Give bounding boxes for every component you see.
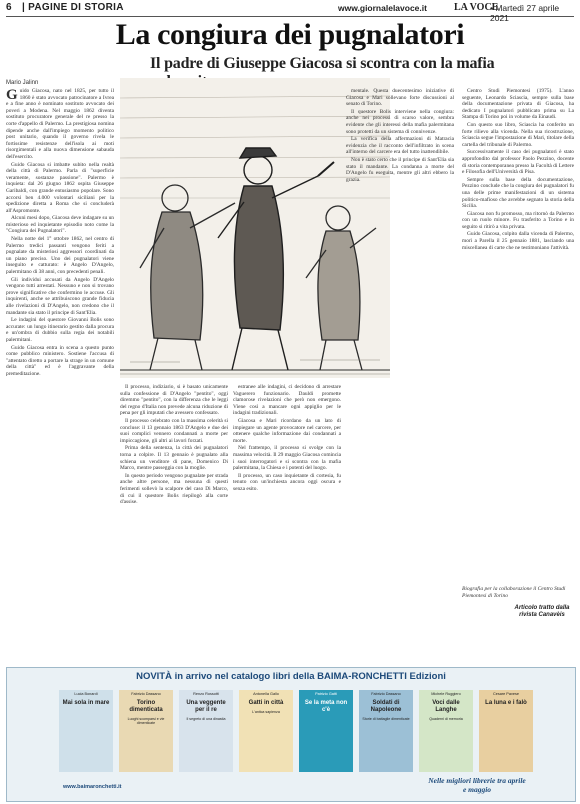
book-title: Gatti in città xyxy=(248,700,284,706)
ad-banner xyxy=(7,668,575,686)
paragraph: Gli individui accusati da Angelo D'Angelo vengono tutti arrestati. Nessuno e non si trovano prove significative che confermino le accuse. Gli inquirenti, anche se attribuiscono grande fiducia alle rivelazioni di D'Angelo, non credono che il mandante sia stato il principe di Sant'Elia. xyxy=(6,276,114,316)
article-column-3 xyxy=(233,384,341,662)
paragraph: Sempre sulla base della documentazione, Pezzino conclude che la congiura dei pugnalatori fu una delle prime manifestazioni di un sistema politico-mafioso che avrebbe segnato la storia della Sicilia. xyxy=(462,176,574,210)
paragraph: La verifica della affermazioni di Matracia evidenzia che il racconto dell'infiltrato in scena all'interno del carcere era del tutto inattendibile. xyxy=(346,136,454,156)
ad-banner-prefix: NOVITÀ in arrivo nel catalogo libri della xyxy=(136,671,315,682)
book-subtitle: Luoghi scomparsi e vie dimenticate xyxy=(127,717,165,726)
book-cover[interactable] xyxy=(359,690,413,772)
paragraph: Prima della sentenza, la città dei pugnalatori torna a colpire. Il 13 gennaio è pugnalato alla schiena un venditore di pane, Domenico Di Marco, mentre passeggia con la moglie. xyxy=(120,445,228,472)
paragraph: Successivamente il caso dei pugnalatori è stato approfondito dal professor Paolo Pezzino, docente di storia contemporanea presso la Facoltà di Lettere e Filosofia dell'Università di Pisa. xyxy=(462,149,574,176)
publisher-url[interactable]: www.baimaronchetti.it xyxy=(63,784,122,790)
paragraph: Giacosa non fu promosso, ma ritornò da Palermo con un ruolo minore. Fu trasferito a Torino e in seguito si ritirò a vita privata. xyxy=(462,210,574,230)
book-author: Patrizio Gatti xyxy=(315,692,337,696)
book-cover[interactable] xyxy=(239,690,293,772)
book-author: Lucia Bonardi xyxy=(74,692,98,696)
book-author: Renzo Rossotti xyxy=(193,692,219,696)
book-title: Torino dimenticata xyxy=(129,700,163,713)
book-author: Antonella Gallo xyxy=(253,692,279,696)
paragraph: Guido Giacosa, nato nel 1825, per tutto il 1860 è stato avvocato patrocinatore a Ivrea e a fine anno è nominato sostituto avvocato dei poveri a Modena. Nel maggio 1862 diventa sostituto procuratore generale del re presso la corte d'appello di Palermo. La prestigiosa nomina dipende anche dall'impiego momento politico post unitario, quando il governo rivela le fortissime resistenze dell'isola ai moti risorgimentali e alla nuova dimensione sabauda dell'esercito. xyxy=(6,88,114,160)
article-subtitle: Il padre di Giuseppe Giacosa si scontra con la mafia xyxy=(150,55,495,72)
paragraph: Centro Studi Piemontesi (1975). L'anno seguente, Leonardo Sciascia, sempre sulla base della documentazione privata di Giacosa, ha dedicato I pugnalatori pubblicato prima su La Stampa di Torino poi in volume da Einaudi. xyxy=(462,88,574,121)
paragraph: Alcuni mesi dopo, Giacosa deve indagare su un misterioso ed inquietante episodio noto come la "Congiura dei Pugnalatori". xyxy=(6,215,114,235)
paragraph: Il questore Bolis interviene nella congiura: anche nei processi di scarso valore, sembra evidente che gli interessi della mafia palermitana sono protetti da un sistema di connivenze. xyxy=(346,108,454,135)
section-title: | PAGINE DI STORIA xyxy=(22,2,124,13)
signature-note: Biografia per la collaborazione il Centro Studi Piemontesi di Torino xyxy=(462,586,566,599)
paragraph: Il processo celebrato con la massima celerità si concluse: il 13 gennaio 1863 D'Angelo e due dei suoi complici vennero condannati a morte per impiccagione, gli altri ai lavori forzati. xyxy=(120,417,228,444)
article-title: La congiura dei pugnalatori xyxy=(115,18,465,51)
book-title: La luna e i falò xyxy=(485,700,527,706)
book-author: Cesare Pavese xyxy=(493,692,519,696)
issue-date: • Martedì 27 aprile 2021 xyxy=(490,3,560,23)
paragraph: Con questo suo libro, Sciascia ha conferito un forte rilievo alla vicenda. Nella sua ricostruzione, Sciascia segue l'impostazione di Mari, titolare della cartella del tribunale di Palermo. xyxy=(462,121,574,148)
book-subtitle: L'antica sapienza xyxy=(252,710,280,714)
book-title: Una veggente per il re xyxy=(186,700,226,713)
ad-tagline: Nelle migliori librerie tra aprile e maggio xyxy=(428,776,526,794)
paragraph: Il processo, indiziario, si è basato unicamente sulla confessione di D'Angelo "pentito", oggi diremmo "pentito", con la differenza che le leggi del regno d'Italia non prevede alcuna riduzione di pena per gli imputati che avessero confessato. xyxy=(120,384,228,417)
website-link[interactable]: www.giornalelavoce.it xyxy=(338,3,427,13)
masthead: LA VOCE xyxy=(454,2,499,13)
drop-cap: G xyxy=(6,88,18,103)
book-author: Michele Ruggiero xyxy=(431,692,461,696)
book-subtitle: Quaderni di memoria xyxy=(429,717,463,721)
article-column-1 xyxy=(6,88,114,662)
ad-publisher: BAIMA-RONCHETTI Edizioni xyxy=(317,671,446,682)
paragraph: mentale. Questa duecentesimo iniziative di Giacosa e Mari sollevano forte discussioni al senato di Torino. xyxy=(346,88,454,108)
paragraph: Le indagini del questore Giovanni Bolis sono accurate: un lungo itinerario gestito dalla procura e un'ombra di dubbio sulla regia dei notabili palermitani. xyxy=(6,317,114,343)
book-cover[interactable] xyxy=(119,690,173,772)
book-cover[interactable] xyxy=(299,690,353,772)
book-title: Mai sola in mare xyxy=(62,700,110,706)
book-author: Fabrizio Dassano xyxy=(131,692,161,696)
book-author: Fabrizio Dassano xyxy=(371,692,401,696)
paragraph: Il processo, un caso inquietante di cortesia, fu tenuto con un'inchiesta ancora oggi oscura e senza esito. xyxy=(233,472,341,492)
paragraph: Nella notte del 1° ottobre 1862, nel centro di Palermo tredici passanti vengono feriti a pugnalate da misteriosi aggressori coordinati da un piano preciso. Uno dei pugnalatori viene inseguito e catturato: è Angelo D'Angelo, palermitano di 38 anni, con precedenti penali. xyxy=(6,236,114,276)
book-cover[interactable] xyxy=(419,690,473,772)
book-title: Voci dalle Langhe xyxy=(432,700,460,713)
paragraph: Nel frattempo, il processo si svolge con la massima velocità. Il 29 maggio Giacosa comincia i suoi interrogatori e si scontra con la mafia palermitana, la Chiesa e i potenti del luogo. xyxy=(233,445,341,472)
paragraph: Non è stato certo che il principe di Sant'Elia sia stato il mandante. La condanna a morte del D'Angelo fu eseguita, mentre gli altri ebbero la grazia. xyxy=(346,156,454,183)
book-cover[interactable] xyxy=(479,690,533,772)
page-header xyxy=(6,2,574,23)
book-title: Soldati di Napoleone xyxy=(370,700,402,713)
paragraph: In questo periodo vengono pugnalate per strada anche altre persone, ma nessuna di questi ferimenti sollevò la scalpore del caso Di Marco, di cui il questore Bolis riepilogò alla corte d'assise. xyxy=(120,472,228,506)
book-cover[interactable] xyxy=(179,690,233,772)
paragraph: Guido Giacosa entra in scena a questo punto come pubblico ministero. Sostiene l'accusa di "attentato diretto a portare la strage in un comune della città" ed è l'aggravante della premeditazione. xyxy=(6,344,114,377)
book-cover[interactable] xyxy=(59,690,113,772)
paragraph: Guido Giacosa, colpito dalla vicenda di Palermo, morì a Parella il 25 gennaio 1881, lasciando una miscellanea di carte che ne testimoniano l'attività. xyxy=(462,231,574,251)
article-column-2 xyxy=(120,384,228,662)
article-column-4 xyxy=(346,88,454,662)
book-advertisement xyxy=(6,667,576,802)
book-subtitle: Storie di battaglie dimenticate xyxy=(362,717,410,721)
article-column-5 xyxy=(462,88,574,582)
book-subtitle: Il segreto di una dinastia xyxy=(186,717,226,721)
paragraph: Guido Giacosa si imbatte subito nella realtà della città di Palermo. Parla di "superficie veramente, sostanze passione". Palermo è inquieta: dal 26 giugno 1862 ospita Giuseppe Garibaldi, con grande entusiasmo popolare. Sono accorsi ben 4.000 volontari siciliani per la spedizione diretta a Roma che si concluderà all'Aspromonte. xyxy=(6,161,114,214)
book-title: Se la meta non c'è xyxy=(304,700,348,713)
author-byline: Mario Jalinn xyxy=(6,80,39,86)
page-number: 6 xyxy=(6,2,12,13)
paragraph: estranee alle indagini, ci decidono di arrestare Vaguerero funzionario. Dauldi promette clamorose rivelazioni che però non emergono. Viene così a mancare ogni appiglio per le indagini tradizionali. xyxy=(233,384,341,417)
article-source: Articolo tratto dalla rivista Canavèis xyxy=(514,605,570,618)
paragraph: Giacosa e Mari ricordano da un lato di impiegare un agente provocatore nel carcere, per ottenere qualche informazione dai condannati a morte. xyxy=(233,417,341,444)
